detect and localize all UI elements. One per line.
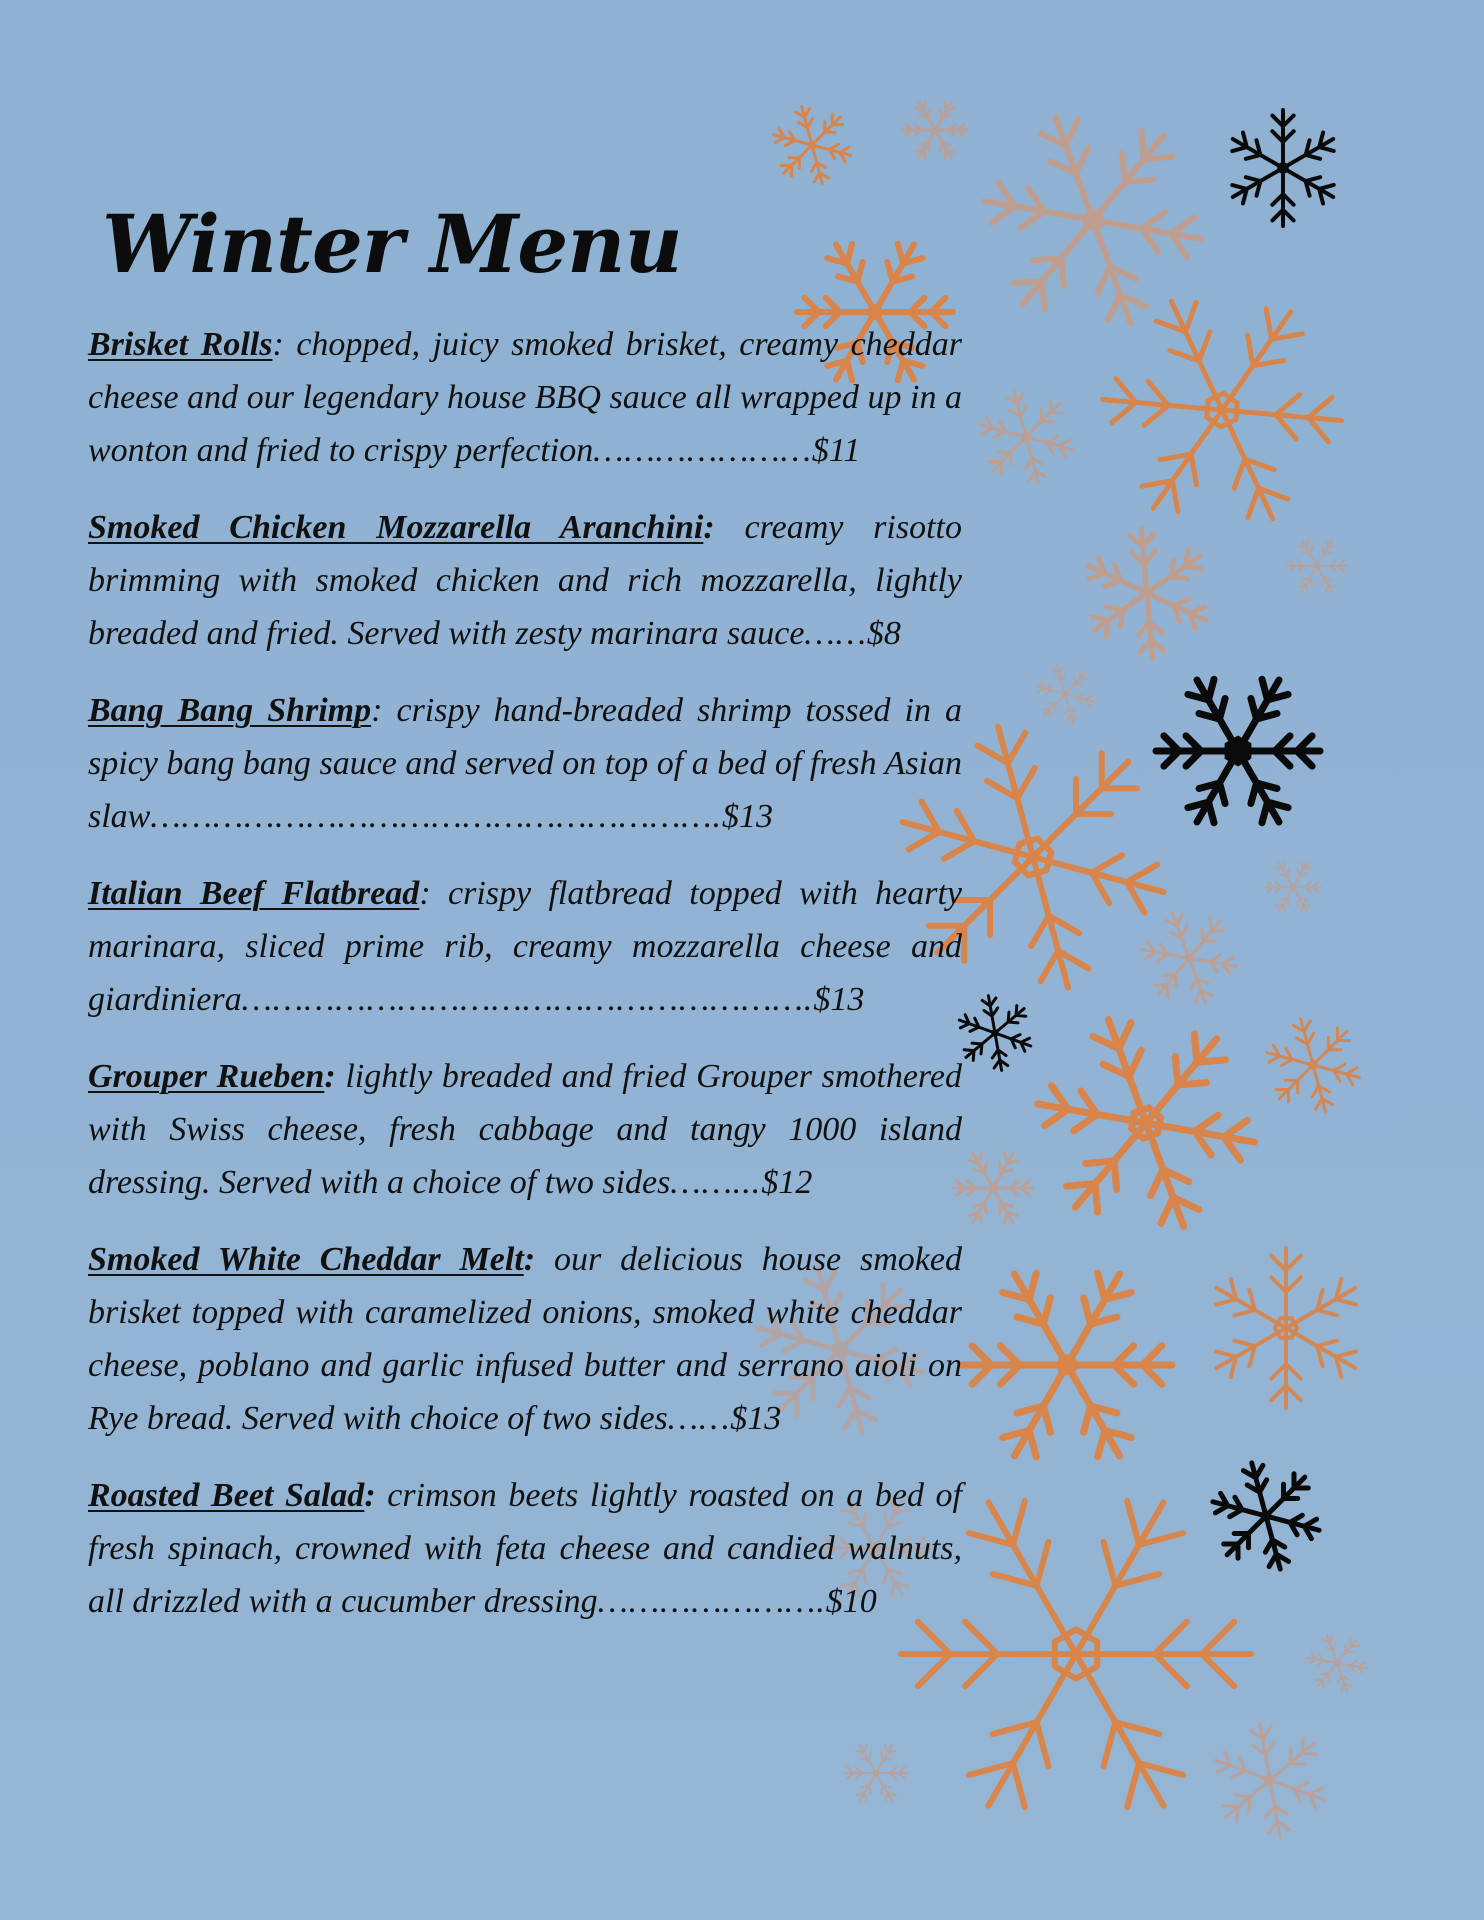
item-description: crimson beets lightly roasted on a bed of fresh spinach, crowned with feta cheese and candied walnuts, all drizzled with a cucumber dressing	[88, 1477, 962, 1620]
snowflake-icon	[953, 1153, 1033, 1223]
item-leader-dots: ……………………………………………….	[150, 798, 723, 835]
snowflake-icon	[764, 101, 859, 189]
item-price: $8	[866, 615, 901, 652]
snowflake-icon	[1021, 1009, 1271, 1237]
snowflake-icon	[1182, 1227, 1391, 1428]
item-leader-dots: …………………	[593, 432, 812, 469]
snowflake-icon	[1198, 1713, 1342, 1848]
item-leader-dots: ……...	[670, 1164, 762, 1201]
snowflake-icon	[968, 106, 1218, 334]
snowflake-icon	[1207, 95, 1358, 241]
menu-list	[88, 318, 962, 1652]
item-name: Bang Bang Shrimp	[88, 692, 372, 729]
menu-item-white-cheddar-melt	[88, 1233, 962, 1445]
item-price: $12	[761, 1164, 813, 1201]
snowflake-icon	[1093, 295, 1350, 525]
item-name: Italian Beef Flatbread	[88, 875, 420, 912]
snowflake-icon	[844, 1745, 908, 1801]
snowflake-icon	[1303, 1632, 1371, 1694]
item-description: crispy flatbread topped with hearty marinara, sliced prime rib, creamy mozzarella cheese and giardiniera	[88, 875, 962, 1018]
item-description: lightly breaded and fried Grouper smothered with Swiss cheese, fresh cabbage and tangy 1000 island dressing. Served with a choice of two sides	[88, 1058, 962, 1201]
item-name: Smoked Chicken Mozzarella Aranchini	[88, 509, 704, 546]
item-separator: :	[419, 875, 449, 912]
menu-item-roasted-beet-salad	[88, 1469, 962, 1628]
item-description: our delicious house smoked brisket topped with caramelized onions, smoked white cheddar cheese, poblano and garlic infused butter and serrano aioli on Rye bread. Served with choice of two sides	[88, 1241, 962, 1437]
menu-item-bang-bang-shrimp	[88, 684, 962, 843]
snowflake-icon	[1200, 1455, 1331, 1576]
snowflake-icon	[1134, 908, 1243, 1007]
item-separator: :	[324, 1058, 346, 1095]
item-name: Smoked White Cheddar Melt	[88, 1241, 524, 1278]
item-price: $13	[813, 981, 865, 1018]
item-separator: :	[371, 692, 397, 729]
item-description: chopped, juicy smoked brisket, creamy cheddar cheese and our legendary house BBQ sauce all wrapped up in a wonton and fried to crispy perfection	[88, 326, 963, 469]
item-description: creamy risotto brimming with smoked chicken and rich mozzarella, lightly breaded and fried. Served with zesty marinara sauce	[88, 509, 962, 652]
snowflake-icon	[1265, 863, 1321, 912]
menu-item-brisket-rolls	[88, 318, 962, 477]
item-price: $13	[722, 798, 774, 835]
item-price: $13	[730, 1400, 782, 1437]
snowflake-icon	[1029, 661, 1101, 727]
item-leader-dots: ……	[667, 1400, 731, 1437]
item-separator: :	[272, 326, 297, 363]
snowflake-icon	[969, 384, 1083, 490]
menu-item-italian-beef-flatbread	[88, 867, 962, 1026]
snowflake-icon	[903, 102, 967, 158]
item-leader-dots: ……………………………………………….	[241, 981, 814, 1018]
menu-item-aranchini	[88, 501, 962, 660]
snowflake-icon	[1287, 540, 1347, 592]
item-separator: :	[364, 1477, 388, 1514]
menu-title: Winter Menu	[102, 197, 682, 291]
item-name: Brisket Rolls	[88, 326, 273, 363]
item-name: Roasted Beet Salad	[88, 1477, 365, 1514]
item-separator: :	[523, 1241, 555, 1278]
menu-item-grouper-rueben	[88, 1050, 962, 1209]
snowflake-icon	[1256, 1012, 1370, 1118]
item-name: Grouper Rueben	[88, 1058, 325, 1095]
item-price: $10	[825, 1583, 877, 1620]
item-separator: :	[703, 509, 745, 546]
item-leader-dots: ………………….	[597, 1583, 826, 1620]
item-description: crispy hand-breaded shrimp tossed in a spicy bang bang sauce and served on top of a bed of fresh Asian slaw	[88, 692, 962, 835]
item-leader-dots: ……	[804, 615, 867, 652]
snowflake-icon	[948, 989, 1042, 1077]
snowflake-icon	[1156, 679, 1320, 822]
snowflake-icon	[1064, 514, 1230, 672]
snowflake-icon	[962, 1273, 1172, 1457]
item-price: $11	[811, 432, 861, 469]
